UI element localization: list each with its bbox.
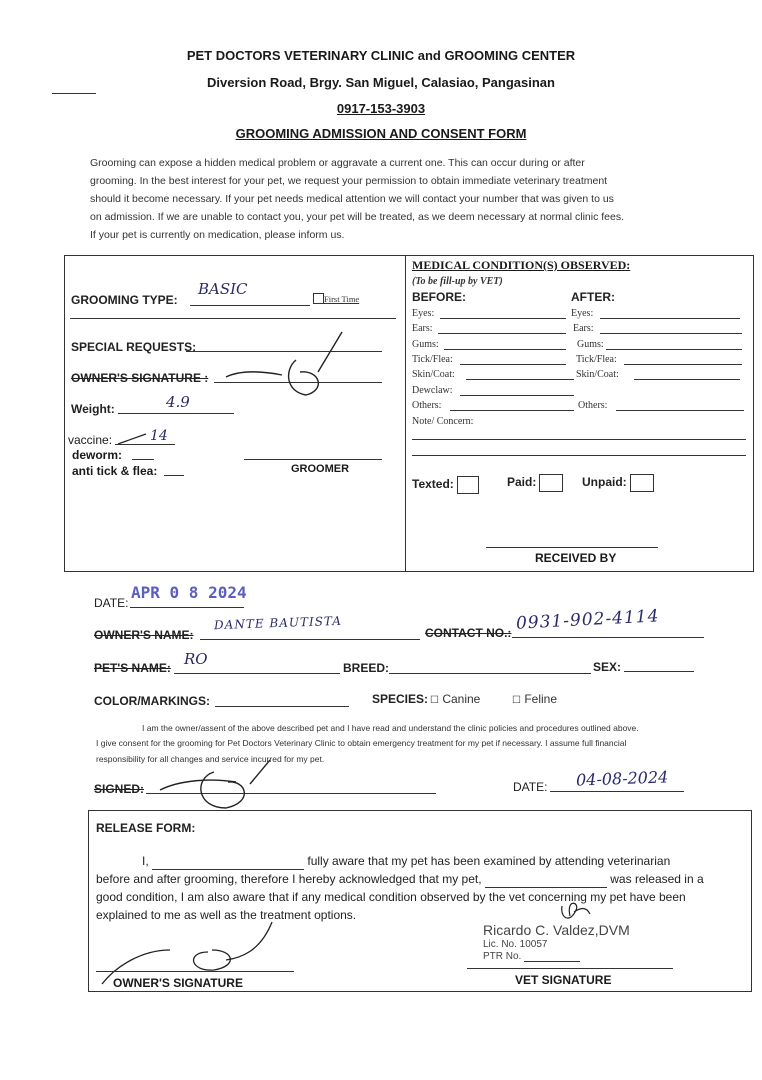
feline-checkbox[interactable]: ☐ [512, 695, 521, 706]
grooming-type-label: GROOMING TYPE: [71, 293, 178, 307]
texted-label: Texted: [412, 477, 454, 492]
owner-name-label: OWNER'S NAME: [94, 628, 194, 642]
note-concern-label: Note/ Concern: [412, 416, 474, 427]
grooming-type-value: BASIC [198, 280, 248, 298]
color-markings-label: COLOR/MARKINGS: [94, 694, 210, 708]
release-line-4: explained to me as well as the treatment options. [96, 908, 357, 922]
unpaid-label: Unpaid: [582, 475, 627, 490]
paid-status [507, 474, 563, 492]
after-tick-label: Tick/Flea: [576, 354, 617, 365]
first-time-label: First Time [324, 294, 360, 304]
before-label: BEFORE: [412, 290, 466, 304]
color-markings-field[interactable] [215, 706, 349, 707]
release-text-b: fully aware that my pet has been examined by attending veterinarian [307, 854, 671, 868]
first-time-checkbox[interactable] [313, 293, 324, 304]
sex-field[interactable] [624, 671, 694, 672]
signed-label: SIGNED: [94, 782, 145, 796]
clinic-name: PET DOCTORS VETERINARY CLINIC and GROOMING CENTER [186, 48, 576, 63]
sex-label: SEX: [593, 660, 622, 674]
before-others-field[interactable] [450, 410, 574, 411]
vet-signature-field[interactable] [467, 968, 673, 969]
before-skin-label: Skin/Coat: [412, 369, 455, 380]
after-others-field[interactable] [616, 410, 744, 411]
release-owner-signature-field[interactable] [96, 971, 294, 972]
vet-ptr-field[interactable] [524, 961, 580, 962]
after-ears-field[interactable] [600, 333, 742, 334]
received-by-field[interactable] [486, 547, 658, 548]
special-requests-field[interactable] [186, 351, 382, 352]
groomer-signature-field[interactable] [244, 459, 382, 460]
before-gums-field[interactable] [444, 349, 566, 350]
species-canine-option[interactable] [430, 692, 480, 706]
after-others-label: Others: [578, 400, 608, 411]
unpaid-checkbox[interactable] [630, 474, 654, 492]
pet-name-label: PET'S NAME: [94, 661, 171, 675]
after-ears-label: Ears: [573, 323, 594, 334]
consent-line-2: I give consent for the grooming for Pet Doctors Veterinary Clinic to obtain emergency treatment for my pet if necessary. I assume full financial [96, 738, 627, 748]
contact-label: CONTACT NO.: [425, 626, 512, 640]
after-gums-field[interactable] [606, 349, 742, 350]
consent-date-label: DATE: [513, 780, 548, 794]
release-paragraph [96, 852, 746, 924]
release-line-3: good condition, I am also aware that if any medical condition observed by the vet concerning my pet have been [96, 890, 686, 904]
after-skin-label: Skin/Coat: [576, 369, 619, 380]
owner-name-value: DANTE BAUTISTA [213, 613, 343, 633]
vet-name: Ricardo C. Valdez,DVM [483, 922, 630, 938]
feline-label: Feline [524, 692, 557, 706]
texted-checkbox[interactable] [457, 476, 479, 494]
consent-line-1: I am the owner/assent of the above described pet and I have read and understand the clinic policies and procedures outlined above. [142, 723, 639, 733]
before-tick-field[interactable] [460, 364, 566, 365]
intro-line: on admission. If we are unable to contact you, your pet will be treated, as we deem necessary at normal clinic fees. [90, 211, 625, 223]
after-label: AFTER: [571, 290, 615, 304]
before-others-label: Others: [412, 400, 442, 411]
before-eyes-label: Eyes: [412, 308, 435, 319]
release-text-a: I, [142, 854, 149, 868]
intro-line: grooming. In the best interest for your pet, we request your permission to obtain immediate veterinary treatment [90, 175, 608, 187]
note-line-2[interactable] [412, 455, 746, 456]
deworm-field[interactable] [132, 459, 154, 460]
after-skin-field[interactable] [634, 379, 740, 380]
date-stamp: APR 0 8 2024 [131, 583, 247, 602]
pet-name-field[interactable] [174, 673, 340, 674]
vet-fill-note: (To be fill-up by VET) [412, 276, 503, 287]
contact-field[interactable] [512, 637, 704, 638]
form-title: GROOMING ADMISSION AND CONSENT FORM [235, 126, 527, 141]
release-owner-signature-label: OWNER'S SIGNATURE [113, 976, 243, 990]
canine-label: Canine [442, 692, 481, 706]
species-label: SPECIES: [372, 692, 429, 706]
margin-mark [52, 93, 96, 94]
anti-tick-label: anti tick & flea: [72, 464, 158, 478]
before-ears-field[interactable] [438, 333, 566, 334]
canine-checkbox[interactable]: ☐ [430, 695, 439, 706]
before-skin-field[interactable] [466, 379, 574, 380]
release-pet-name-field[interactable] [485, 875, 607, 888]
after-eyes-label: Eyes: [571, 308, 594, 319]
date-field[interactable] [130, 607, 244, 608]
consent-date-field[interactable] [550, 791, 684, 792]
intro-paragraph [90, 154, 694, 244]
grooming-type-field[interactable] [190, 305, 310, 306]
clinic-phone: 0917-153-3903 [336, 101, 426, 116]
clinic-address: Diversion Road, Brgy. San Miguel, Calasiao, Pangasinan [207, 75, 555, 90]
paid-checkbox[interactable] [539, 474, 563, 492]
date-label: DATE: [94, 596, 129, 610]
box-divider [405, 255, 406, 571]
groomer-label: GROOMER [291, 463, 350, 475]
breed-field[interactable] [389, 673, 591, 674]
medical-conditions-title: MEDICAL CONDITION(S) OBSERVED: [412, 258, 631, 272]
received-by-label: RECEIVED BY [535, 551, 617, 565]
before-tick-label: Tick/Flea: [412, 354, 453, 365]
after-eyes-field[interactable] [600, 318, 740, 319]
release-line-2 [96, 870, 746, 888]
special-requests-label: SPECIAL REQUESTS: [71, 340, 197, 354]
weight-value: 4.9 [166, 393, 190, 411]
vet-signature-scribble [0, 0, 1, 1]
release-text-d: was released in a [610, 872, 704, 886]
release-owner-name-field[interactable] [152, 857, 304, 870]
after-tick-field[interactable] [624, 364, 742, 365]
release-line-1 [96, 852, 746, 870]
contact-value: 0931-902-4114 [515, 606, 660, 634]
note-line-1[interactable] [412, 439, 746, 440]
release-text-c: before and after grooming, therefore I hereby acknowledged that my pet, [96, 872, 482, 886]
vet-license: Lic. No. 10057 [483, 939, 548, 950]
consent-date-value: 04-08-2024 [575, 767, 669, 790]
signed-field[interactable] [146, 793, 436, 794]
intro-line: Grooming can expose a hidden medical problem or aggravate a current one. This can occur during or after [90, 157, 585, 169]
owner-signature-label: OWNER'S SIGNATURE : [71, 371, 209, 385]
vaccine-value: 14 [150, 428, 168, 444]
intro-line: should it become necessary. If your pet needs medical attention we will contact your number that was given to us [90, 193, 614, 205]
intro-line: If your pet is currently on medication, please inform us. [90, 229, 345, 241]
anti-tick-field[interactable] [164, 475, 184, 476]
before-eyes-field[interactable] [440, 318, 566, 319]
vet-ptr: PTR No. [483, 951, 522, 962]
consent-line-3: responsibility for all changes and service incurred for my pet. [96, 754, 325, 764]
breed-label: BREED: [343, 661, 390, 675]
before-dewclaw-field[interactable] [460, 395, 574, 396]
species-feline-option[interactable] [512, 692, 557, 706]
vet-signature-label: VET SIGNATURE [515, 973, 612, 987]
owner-signature-field[interactable] [214, 382, 382, 383]
release-title: RELEASE FORM: [96, 821, 196, 835]
unpaid-status [582, 474, 654, 492]
grooming-extra-line [70, 318, 396, 319]
before-ears-label: Ears: [412, 323, 433, 334]
before-dewclaw-label: Dewclaw: [412, 385, 453, 396]
before-gums-label: Gums: [412, 339, 439, 350]
owner-name-field[interactable] [200, 639, 420, 640]
vaccine-label: vaccine: [68, 433, 113, 447]
pet-name-value: RO [184, 650, 208, 668]
vaccine-field[interactable] [115, 444, 175, 445]
weight-field[interactable] [118, 413, 234, 414]
weight-label: Weight: [71, 402, 115, 416]
paid-label: Paid: [507, 475, 537, 490]
after-gums-label: Gums: [577, 339, 604, 350]
texted-status [412, 476, 479, 494]
deworm-label: deworm: [72, 448, 123, 462]
